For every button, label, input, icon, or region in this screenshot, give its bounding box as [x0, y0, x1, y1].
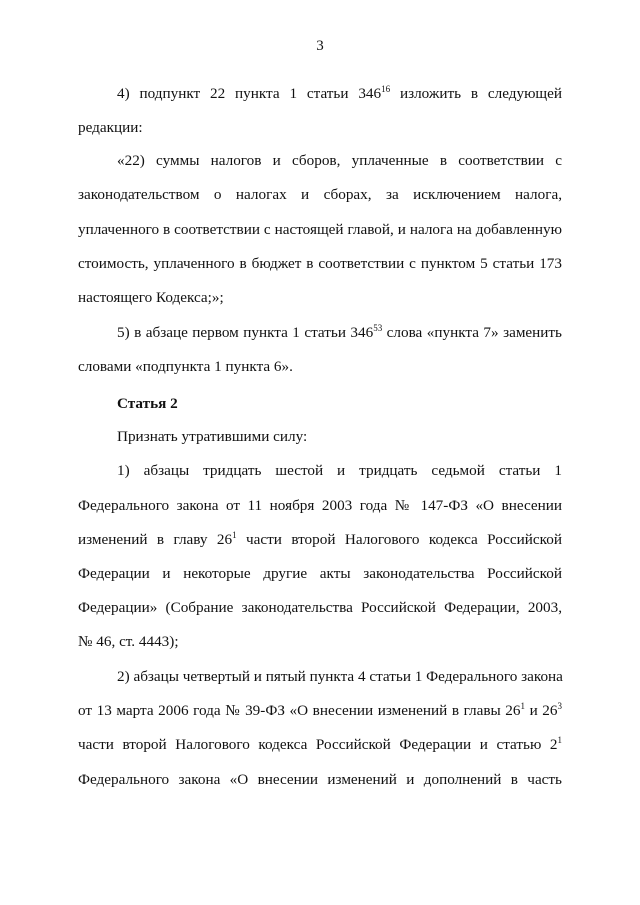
- text-run: Федерального закона от 11 ноября 2003 года № 147-ФЗ «О внесении: [78, 497, 562, 514]
- text-run: Признать утратившими силу:: [117, 428, 308, 445]
- text-run: от 13 марта 2006 года № 39-ФЗ «О внесении изменений в главы 26: [78, 702, 521, 719]
- text-run: 4) подпункт 22 пункта 1 статьи 346: [117, 85, 382, 102]
- text-line: [78, 598, 562, 618]
- text-run: и 26: [525, 702, 558, 719]
- superscript: 3: [557, 701, 562, 711]
- text-run: Федерации и некоторые другие акты законодательства Российской: [78, 565, 562, 582]
- page-number: 3: [316, 38, 324, 54]
- text-line: [78, 118, 562, 138]
- text-line: [78, 220, 562, 240]
- text-line: [117, 84, 562, 104]
- text-run: 2) абзацы четвертый и пятый пункта 4 статьи 1 Федерального закона: [117, 668, 563, 685]
- article-heading: [117, 394, 601, 414]
- text-run: законодательством о налогах и сборах, за исключением налога,: [78, 186, 562, 203]
- text-run: слова «пункта 7» заменить: [382, 324, 562, 341]
- text-line: [78, 496, 562, 516]
- text-line: [78, 632, 562, 652]
- text-line: [117, 323, 562, 343]
- text-run: изложить в следующей: [390, 85, 562, 102]
- text-run: Федерального закона «О внесении изменений и дополнений в часть: [78, 771, 562, 788]
- superscript: 1: [232, 530, 237, 540]
- text-line: [78, 770, 562, 790]
- text-line: [78, 254, 562, 274]
- text-line: [78, 735, 562, 755]
- text-run: словами «подпункта 1 пункта 6».: [78, 358, 293, 375]
- text-run: 5) в абзаце первом пункта 1 статьи 346: [117, 324, 374, 341]
- text-line: [78, 357, 562, 377]
- text-run: № 46, ст. 4443);: [78, 633, 179, 650]
- text-line: [78, 185, 562, 205]
- superscript: 53: [373, 323, 383, 333]
- text-line: [78, 564, 562, 584]
- text-line: [78, 701, 562, 721]
- text-run: части второй Налогового кодекса Российской Федерации и статью 2: [78, 736, 558, 753]
- text-run: изменений в главу 26: [78, 531, 233, 548]
- text-line: [117, 427, 562, 447]
- text-run: 1) абзацы тридцать шестой и тридцать седьмой статьи 1: [117, 462, 562, 479]
- text-line: [78, 288, 562, 308]
- superscript: 1: [557, 735, 562, 745]
- text-run: Статья 2: [117, 395, 178, 412]
- text-run: уплаченного в соответствии с настоящей главой, и налога на добавленную: [78, 221, 562, 238]
- text-run: стоимость, уплаченного в бюджет в соответствии с пунктом 5 статьи 173: [78, 255, 562, 272]
- text-line: [117, 151, 562, 171]
- text-line: [117, 667, 562, 687]
- text-run: настоящего Кодекса;»;: [78, 289, 224, 306]
- text-line: [117, 461, 562, 481]
- text-run: редакции:: [78, 119, 143, 136]
- superscript: 16: [381, 84, 391, 94]
- text-line: [78, 530, 562, 550]
- text-run: «22) суммы налогов и сборов, уплаченные в соответствии с: [117, 152, 562, 169]
- text-run: Федерации» (Собрание законодательства Российской Федерации, 2003,: [78, 599, 562, 616]
- text-run: части второй Налогового кодекса Российской: [236, 531, 562, 548]
- superscript: 1: [520, 701, 525, 711]
